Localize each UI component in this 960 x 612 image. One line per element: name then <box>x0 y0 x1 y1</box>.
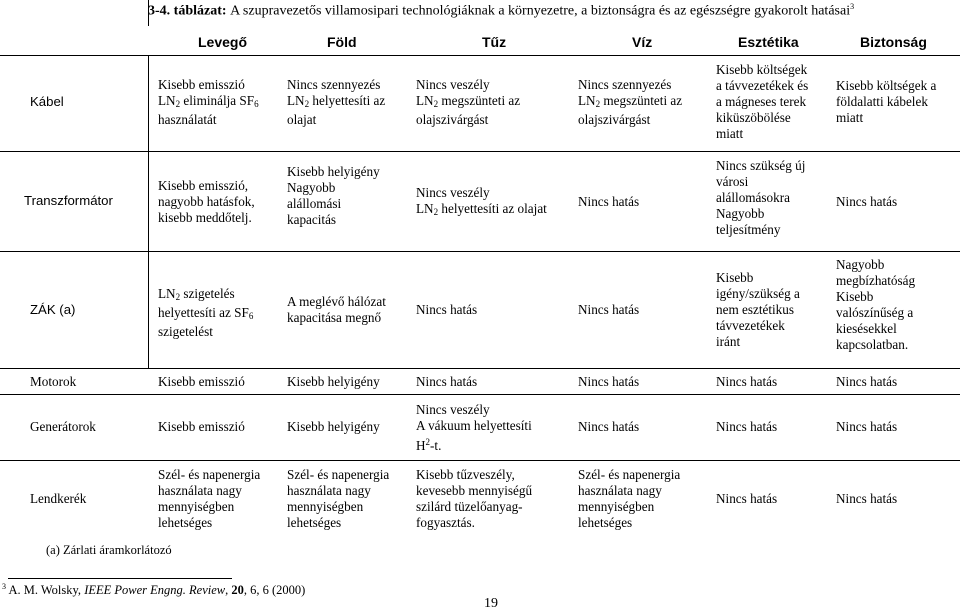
rule-row-2 <box>0 251 960 252</box>
cell-kabel-esztetika: Kisebb költségek a távvezetékek és a mágneses terek kiküszöbölése miatt <box>716 62 809 141</box>
row-label-lendkerek: Lendkerék <box>30 491 87 506</box>
cell-lendkerek-levego: Szél- és napenergia használata nagy mennyiségben lehetséges <box>158 467 261 530</box>
footnote-rule <box>8 578 232 579</box>
header-levego: Levegő <box>198 34 248 50</box>
title-divider <box>148 0 149 26</box>
cell-motorok-tuz: Nincs hatás <box>416 374 478 389</box>
cell-transzformator-levego: Kisebb emisszió, nagyobb hatásfok, kisebb meddőtelj. <box>158 178 255 225</box>
header-fold: Föld <box>327 34 357 50</box>
cell-kabel-biztonsag: Kisebb költségek a földalatti kábelek miatt <box>836 78 937 125</box>
cell-lendkerek-viz: Szél- és napenergia használata nagy mennyiségben lehetséges <box>578 467 681 530</box>
cell-transzformator-fold: Kisebb helyigény Nagyobb alállomási kapacitás <box>287 164 380 227</box>
cell-transzformator-esztetika: Nincs szükség új városi alállomásokra Nagyobb teljesítmény <box>716 158 806 237</box>
cell-lendkerek-fold: Szél- és napenergia használata nagy mennyiségben lehetséges <box>287 467 390 530</box>
table-note: (a) Zárlati áramkorlátozó <box>46 543 172 557</box>
cell-transzformator-viz: Nincs hatás <box>578 194 640 209</box>
header-biztonsag: Biztonság <box>860 34 927 50</box>
cell-zak-levego: $LN_2$ szigetelés helyettesíti az $SF_6$ szigetelést <box>158 286 254 339</box>
cell-motorok-viz: Nincs hatás <box>578 374 640 389</box>
cell-generatorok-levego: Kisebb emisszió <box>158 419 245 434</box>
cell-motorok-fold: Kisebb helyigény <box>287 374 380 389</box>
row-label-zak: ZÁK (a) <box>30 302 76 317</box>
row-label-kabel: Kábel <box>30 94 64 109</box>
cell-generatorok-esztetika: Nincs hatás <box>716 419 778 434</box>
cell-kabel-viz: Nincs szennyezés $LN_2$ megszünteti az olajszivárgást <box>578 77 683 127</box>
header-tuz: Tűz <box>482 34 507 50</box>
cell-generatorok-biztonsag: Nincs hatás <box>836 419 898 434</box>
rule-row-4 <box>0 394 960 395</box>
cell-zak-fold: A meglévő hálózat kapacitása megnő <box>287 294 386 325</box>
cell-kabel-levego: Kisebb emisszió $LN_2$ eliminálja $SF_6$ használatát <box>158 77 259 127</box>
cell-motorok-biztonsag: Nincs hatás <box>836 374 898 389</box>
cell-transzformator-biztonsag: Nincs hatás <box>836 194 898 209</box>
cell-kabel-tuz: Nincs veszély $LN_2$ megszünteti az olajszivárgást <box>416 77 521 127</box>
rule-row-1 <box>0 151 960 152</box>
table-title: 3-4. táblázat: A szupravezetős villamosipari technológiáknak a környezetre, a biztonságra és az egészségre gyakorolt hatásai$^3$ <box>148 2 855 19</box>
row-label-generatorok: Generátorok <box>30 419 96 434</box>
cell-generatorok-fold: Kisebb helyigény <box>287 419 380 434</box>
row-label-motorok: Motorok <box>30 374 77 389</box>
row-label-transzformator: Transzformátor <box>24 193 113 208</box>
rule-header <box>0 55 960 56</box>
header-viz: Víz <box>632 34 653 50</box>
rule-row-5 <box>0 460 960 461</box>
cell-kabel-fold: Nincs szennyezés $LN_2$ helyettesíti az olajat <box>287 77 386 127</box>
rule-row-3 <box>0 368 960 369</box>
cell-lendkerek-biztonsag: Nincs hatás <box>836 491 898 506</box>
cell-zak-esztetika: Kisebb igény/szükség a nem esztétikus távvezetékek iránt <box>716 270 800 349</box>
cell-motorok-esztetika: Nincs hatás <box>716 374 778 389</box>
cell-zak-viz: Nincs hatás <box>578 302 640 317</box>
cell-motorok-levego: Kisebb emisszió <box>158 374 245 389</box>
cell-generatorok-tuz: Nincs veszély A vákuum helyettesíti $H^2-t$. <box>416 402 532 453</box>
page-number: 19 <box>484 596 498 611</box>
cell-transzformator-tuz: Nincs veszély $LN_2$ helyettesíti az olajat <box>416 185 547 217</box>
header-esztetika: Esztétika <box>738 34 799 50</box>
cell-zak-biztonsag: Nagyobb megbízhatóság Kisebb valószínűség a kiesésekkel kapcsolatban. <box>836 257 916 352</box>
cell-zak-tuz: Nincs hatás <box>416 302 478 317</box>
cell-generatorok-viz: Nincs hatás <box>578 419 640 434</box>
cell-lendkerek-esztetika: Nincs hatás <box>716 491 778 506</box>
column-divider-label <box>148 55 149 368</box>
footnote: $^3$ A. M. Wolsky, IEEE Power Engng. Review, 20, 6, 6 (2000) <box>2 582 306 598</box>
cell-lendkerek-tuz: Kisebb tűzveszély, kevesebb mennyiségű szilárd tüzelőanyag- fogyasztás. <box>416 467 533 530</box>
